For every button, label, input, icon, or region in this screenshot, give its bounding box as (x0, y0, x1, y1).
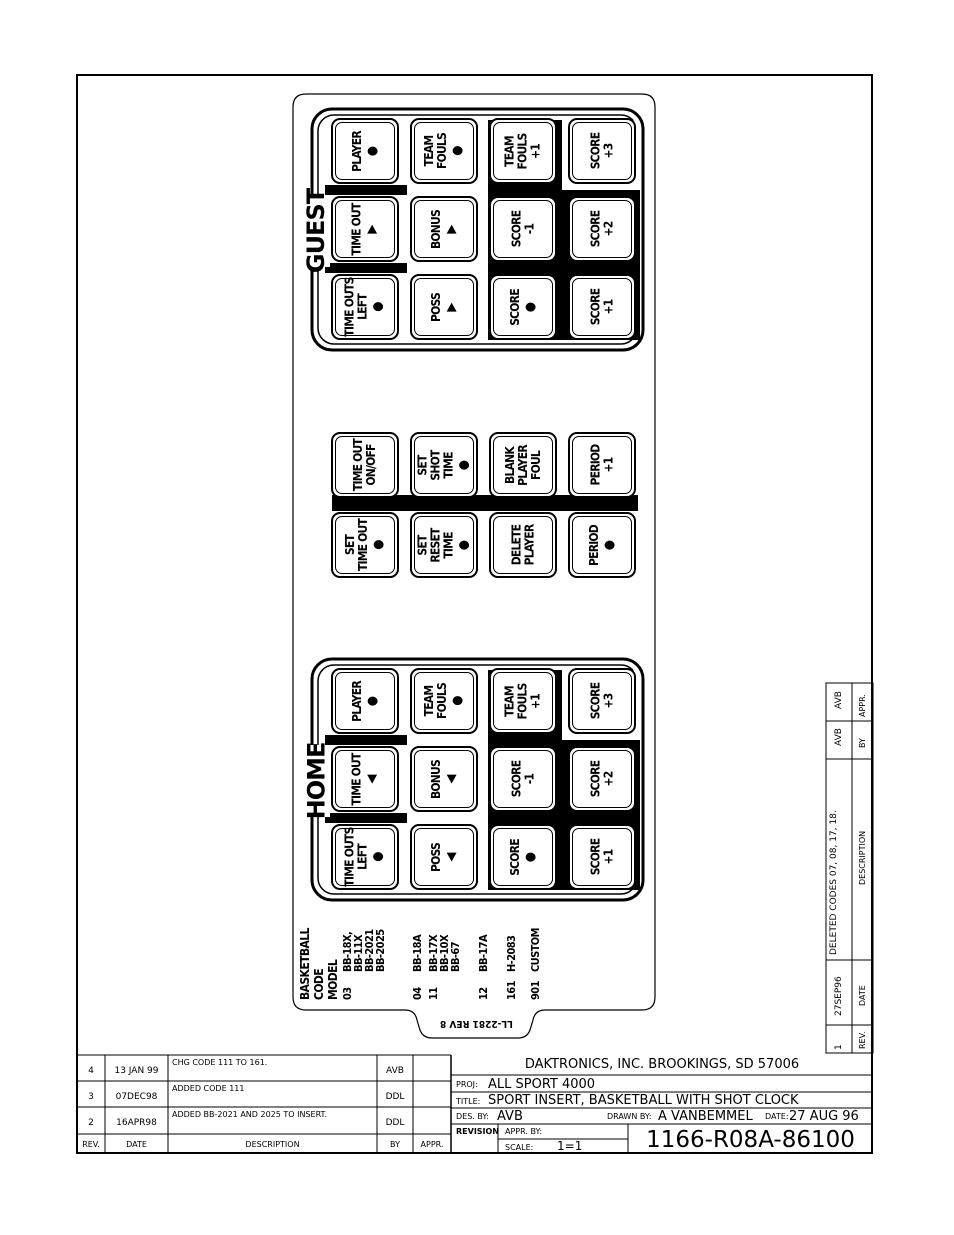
rev-by: DDL (385, 1092, 405, 1102)
home-key-label: SCORE (507, 838, 522, 876)
drawing-number: 1166-R08A-86100 (646, 1126, 855, 1153)
home-key-label: SCORE -1 (508, 760, 536, 798)
center-key-symbol-icon: ● (370, 540, 386, 550)
proj-label: PROJ: (456, 1080, 478, 1089)
guest-key-label: SCORE -1 (508, 210, 536, 248)
title-label: TITLE: (456, 1097, 481, 1106)
guest-key-label: SCORE +3 (587, 132, 615, 170)
proj-value: ALL SPORT 4000 (488, 1077, 596, 1092)
guest-key-label: PLAYER (349, 130, 364, 172)
guest-key-symbol-icon: ▶ (364, 224, 380, 234)
home-key-symbol-icon: ● (364, 696, 380, 706)
scale-label: SCALE: (505, 1143, 534, 1152)
home-key-label: SCORE +1 (587, 838, 615, 876)
code-header: CODE (312, 968, 326, 1000)
title-value: SPORT INSERT, BASKETBALL WITH SHOT CLOCK (488, 1093, 799, 1108)
guest-key-label: TEAM FOULS (421, 133, 449, 169)
rev-by: AVB (386, 1066, 404, 1076)
center-key-symbol-icon: ● (456, 540, 472, 550)
revision-label: REVISION (456, 1127, 500, 1136)
guest-key-label: TIME OUT (349, 202, 364, 256)
side-description-value: DELETED CODES 07, 08, 17, 18. (829, 810, 839, 955)
rev-description: ADDED CODE 111 (172, 1084, 245, 1093)
model-value: H-2083 (505, 935, 518, 972)
side-date-header: DATE (858, 985, 867, 1006)
code-value: 161 (505, 981, 518, 1000)
appr-by-label: APPR. BY: (505, 1127, 543, 1136)
side-appr-header: APPR. (858, 694, 867, 717)
home-key-label: TIME OUT (349, 752, 364, 806)
rev-date: 07DEC98 (115, 1092, 158, 1102)
home-key-label: PLAYER (349, 680, 364, 722)
home-key-label: BONUS (428, 759, 443, 799)
guest-key-symbol-icon: ● (522, 302, 538, 312)
home-key-symbol-icon: ◀ (443, 852, 459, 862)
guest-key-symbol-icon: ● (364, 146, 380, 156)
rev-number: 2 (88, 1118, 94, 1128)
home-key-symbol-icon: ◀ (443, 774, 459, 784)
model-value: BB-18A (411, 934, 424, 972)
rev-header-appr: APPR. (420, 1140, 444, 1149)
home-key-label: TIME OUTS LEFT (342, 827, 370, 887)
home-key-label: TEAM FOULS (421, 683, 449, 719)
center-key-label: DELETE PLAYER (509, 524, 536, 566)
home-key-symbol-icon: ◀ (364, 774, 380, 784)
code-value: 901 (529, 981, 542, 1000)
guest-key-label: SCORE +1 (587, 288, 615, 326)
guest-key-symbol-icon: ▶ (443, 224, 459, 234)
part-code: LL-2281 REV 8 (439, 1017, 513, 1029)
home-key-label: POSS (428, 842, 443, 872)
rev-header-rev: REV. (82, 1140, 100, 1149)
guest-key-label: POSS (428, 292, 443, 322)
home-key-label: SCORE +3 (587, 682, 615, 720)
guest-key-symbol-icon: ● (449, 146, 465, 156)
model-value: BB-18X, BB-11X BB-2021 BB-2025 (341, 929, 387, 972)
model-header: MODEL (326, 959, 340, 1000)
code-value: 03 (341, 987, 354, 1000)
side-appr-value: AVB (834, 691, 844, 709)
guest-key-symbol-icon: ● (370, 302, 386, 312)
model-value: BB-17A (477, 934, 490, 972)
company-line: DAKTRONICS, INC. BROOKINGS, SD 57006 (524, 1057, 800, 1072)
guest-key-symbol-icon: ▶ (443, 302, 459, 312)
guest-key-label: SCORE +2 (587, 210, 615, 248)
rev-header-by: BY (390, 1140, 400, 1149)
rev-description: ADDED BB-2021 AND 2025 TO INSERT. (172, 1110, 328, 1119)
drawn-by-value: A VANBEMMEL (658, 1109, 753, 1124)
center-key-label: PERIOD (586, 524, 601, 566)
center-key-label: SET RESET TIME (415, 527, 456, 563)
side-by-header: BY (858, 738, 867, 748)
guest-key-label: TEAM FOULS +1 (502, 133, 543, 169)
center-key-symbol-icon: ● (456, 460, 472, 470)
guest-title: GUEST (302, 188, 330, 274)
home-key-symbol-icon: ● (449, 696, 465, 706)
home-title: HOME (302, 742, 331, 820)
guest-key-label: SCORE (507, 288, 522, 326)
home-key-label: TEAM FOULS +1 (502, 683, 543, 719)
center-key-symbol-icon: ● (601, 540, 617, 550)
des-by-value: AVB (497, 1109, 523, 1124)
side-by-value: AVB (834, 728, 844, 746)
des-by-label: DES. BY: (456, 1112, 489, 1121)
rev-date: 13 JAN 99 (114, 1066, 159, 1076)
date-label: DATE: (765, 1112, 789, 1121)
guest-key-label: BONUS (428, 209, 443, 249)
home-key-symbol-icon: ● (370, 852, 386, 862)
rev-header-date: DATE (126, 1140, 147, 1149)
center-key-label: SET SHOT TIME (415, 449, 456, 481)
rev-by: DDL (385, 1118, 405, 1128)
date-value: 27 AUG 96 (789, 1109, 859, 1124)
home-key-symbol-icon: ● (522, 852, 538, 862)
rev-number: 3 (88, 1092, 94, 1102)
drawn-by-label: DRAWN BY: (607, 1112, 652, 1121)
scale-value: 1=1 (557, 1139, 583, 1153)
center-key-label: TIME OUT ON/OFF (350, 438, 378, 492)
guest-key-label: TIME OUTS LEFT (342, 277, 370, 337)
rev-description: CHG CODE 111 TO 161. (172, 1058, 268, 1067)
side-rev-header: REV. (858, 1031, 867, 1049)
code-value: 11 (427, 987, 440, 1000)
rev-date: 16APR98 (116, 1118, 157, 1128)
code-value: 12 (477, 987, 490, 1000)
side-date-value: 27SEP96 (834, 976, 844, 1016)
rev-number: 4 (88, 1066, 94, 1076)
side-rev-value: 1 (834, 1044, 844, 1050)
code-value: 04 (411, 987, 424, 1000)
center-key-label: SET TIME OUT (342, 518, 370, 572)
home-key-label: SCORE +2 (587, 760, 615, 798)
code-table-title: BASKETBALL (298, 928, 312, 1000)
center-key-label: BLANK PLAYER FOUL (502, 444, 543, 486)
model-value: CUSTOM (529, 928, 542, 972)
side-description-header: DESCRIPTION (858, 830, 867, 885)
center-key-label: PERIOD +1 (588, 444, 615, 486)
model-value: BB-17X BB-10X BB-67 (427, 935, 462, 972)
rev-header-description: DESCRIPTION (245, 1140, 300, 1149)
